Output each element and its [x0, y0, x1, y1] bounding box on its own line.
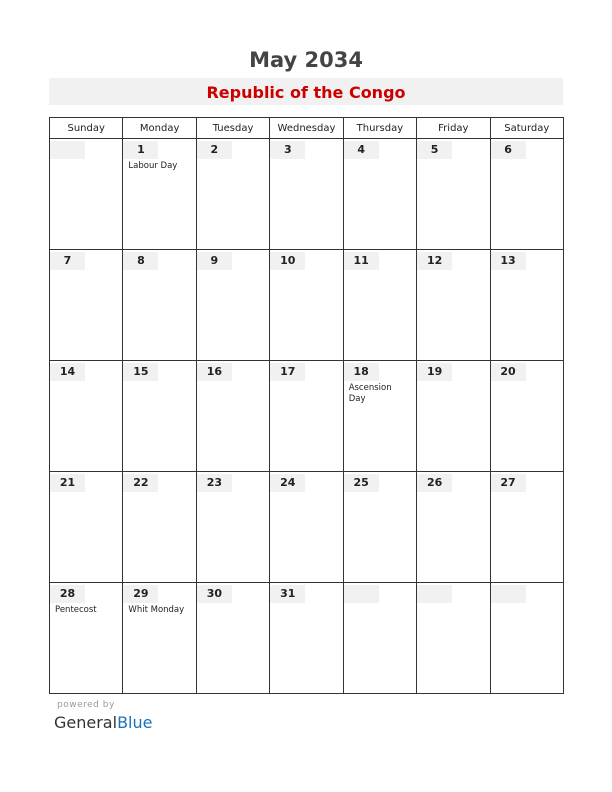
- day-number: [417, 585, 452, 603]
- day-cell[interactable]: [343, 361, 416, 472]
- day-cell[interactable]: [123, 250, 196, 361]
- day-number: 16: [197, 363, 232, 381]
- week-row: [50, 583, 564, 694]
- day-cell[interactable]: [270, 583, 343, 694]
- day-cell[interactable]: [417, 472, 490, 583]
- week-row: [50, 472, 564, 583]
- calendar-grid: [49, 117, 564, 694]
- day-number: 30: [197, 585, 232, 603]
- day-cell[interactable]: [270, 250, 343, 361]
- day-cell[interactable]: [417, 139, 490, 250]
- day-cell[interactable]: [50, 472, 123, 583]
- week-row: [50, 139, 564, 250]
- week-row: [50, 250, 564, 361]
- day-number: 3: [270, 141, 305, 159]
- brand-blue-text: Blue: [117, 713, 153, 732]
- holiday-label: Whit Monday: [128, 605, 185, 615]
- day-number: 1: [123, 141, 158, 159]
- day-number: 7: [50, 252, 85, 270]
- day-number: 10: [270, 252, 305, 270]
- day-number: 5: [417, 141, 452, 159]
- country-name: Republic of the Congo: [206, 83, 406, 102]
- week-row: [50, 361, 564, 472]
- day-cell[interactable]: [417, 361, 490, 472]
- day-cell[interactable]: [417, 250, 490, 361]
- day-number: 22: [123, 474, 158, 492]
- day-number: 8: [123, 252, 158, 270]
- day-cell[interactable]: [343, 139, 416, 250]
- day-number: [344, 585, 379, 603]
- day-number: 12: [417, 252, 452, 270]
- day-cell[interactable]: [196, 583, 269, 694]
- day-number: 28: [50, 585, 85, 603]
- holiday-label: Pentecost: [55, 605, 97, 615]
- day-cell[interactable]: [343, 583, 416, 694]
- day-number: 17: [270, 363, 305, 381]
- day-cell[interactable]: [50, 250, 123, 361]
- day-number: [491, 585, 526, 603]
- weekday-header-row: [50, 118, 564, 139]
- day-number: 13: [491, 252, 526, 270]
- holiday-label: Labour Day: [128, 161, 178, 171]
- holiday-label: Ascension Day: [348, 383, 392, 404]
- day-number: 24: [270, 474, 305, 492]
- weekday-wednesday: Wednesday: [270, 118, 343, 139]
- day-number: 26: [417, 474, 452, 492]
- day-number: 15: [123, 363, 158, 381]
- day-cell[interactable]: [343, 472, 416, 583]
- day-cell[interactable]: [490, 583, 563, 694]
- weekday-monday: Monday: [123, 118, 196, 139]
- day-number: 31: [270, 585, 305, 603]
- day-number: 11: [344, 252, 379, 270]
- generalblue-logo[interactable]: [54, 713, 152, 732]
- day-cell[interactable]: [50, 361, 123, 472]
- day-number: 21: [50, 474, 85, 492]
- powered-by-label: powered by: [57, 700, 115, 710]
- day-cell[interactable]: [270, 472, 343, 583]
- day-cell[interactable]: [417, 583, 490, 694]
- weekday-sunday: Sunday: [50, 118, 123, 139]
- weekday-tuesday: Tuesday: [196, 118, 269, 139]
- day-cell[interactable]: [50, 139, 123, 250]
- day-number: 2: [197, 141, 232, 159]
- brand-general-text: General: [54, 713, 118, 732]
- day-cell[interactable]: [270, 361, 343, 472]
- page-title: May 2034: [249, 48, 363, 72]
- day-cell[interactable]: [270, 139, 343, 250]
- country-banner: [49, 78, 563, 105]
- day-cell[interactable]: [196, 139, 269, 250]
- day-number: 4: [344, 141, 379, 159]
- weekday-friday: Friday: [417, 118, 490, 139]
- day-number: 14: [50, 363, 85, 381]
- day-number: [50, 141, 85, 159]
- day-cell[interactable]: [196, 361, 269, 472]
- day-number: 20: [491, 363, 526, 381]
- day-cell[interactable]: [196, 472, 269, 583]
- day-cell[interactable]: [490, 139, 563, 250]
- day-cell[interactable]: [343, 250, 416, 361]
- day-number: 19: [417, 363, 452, 381]
- day-cell[interactable]: [490, 472, 563, 583]
- day-cell[interactable]: [123, 583, 196, 694]
- day-number: 29: [123, 585, 158, 603]
- day-cell[interactable]: [123, 139, 196, 250]
- day-cell[interactable]: [123, 472, 196, 583]
- day-cell[interactable]: [123, 361, 196, 472]
- weekday-thursday: Thursday: [343, 118, 416, 139]
- day-number: 18: [344, 363, 379, 381]
- day-cell[interactable]: [196, 250, 269, 361]
- day-cell[interactable]: [50, 583, 123, 694]
- day-number: 6: [491, 141, 526, 159]
- day-number: 23: [197, 474, 232, 492]
- day-number: 25: [344, 474, 379, 492]
- day-number: 27: [491, 474, 526, 492]
- day-number: 9: [197, 252, 232, 270]
- day-cell[interactable]: [490, 361, 563, 472]
- weekday-saturday: Saturday: [490, 118, 563, 139]
- day-cell[interactable]: [490, 250, 563, 361]
